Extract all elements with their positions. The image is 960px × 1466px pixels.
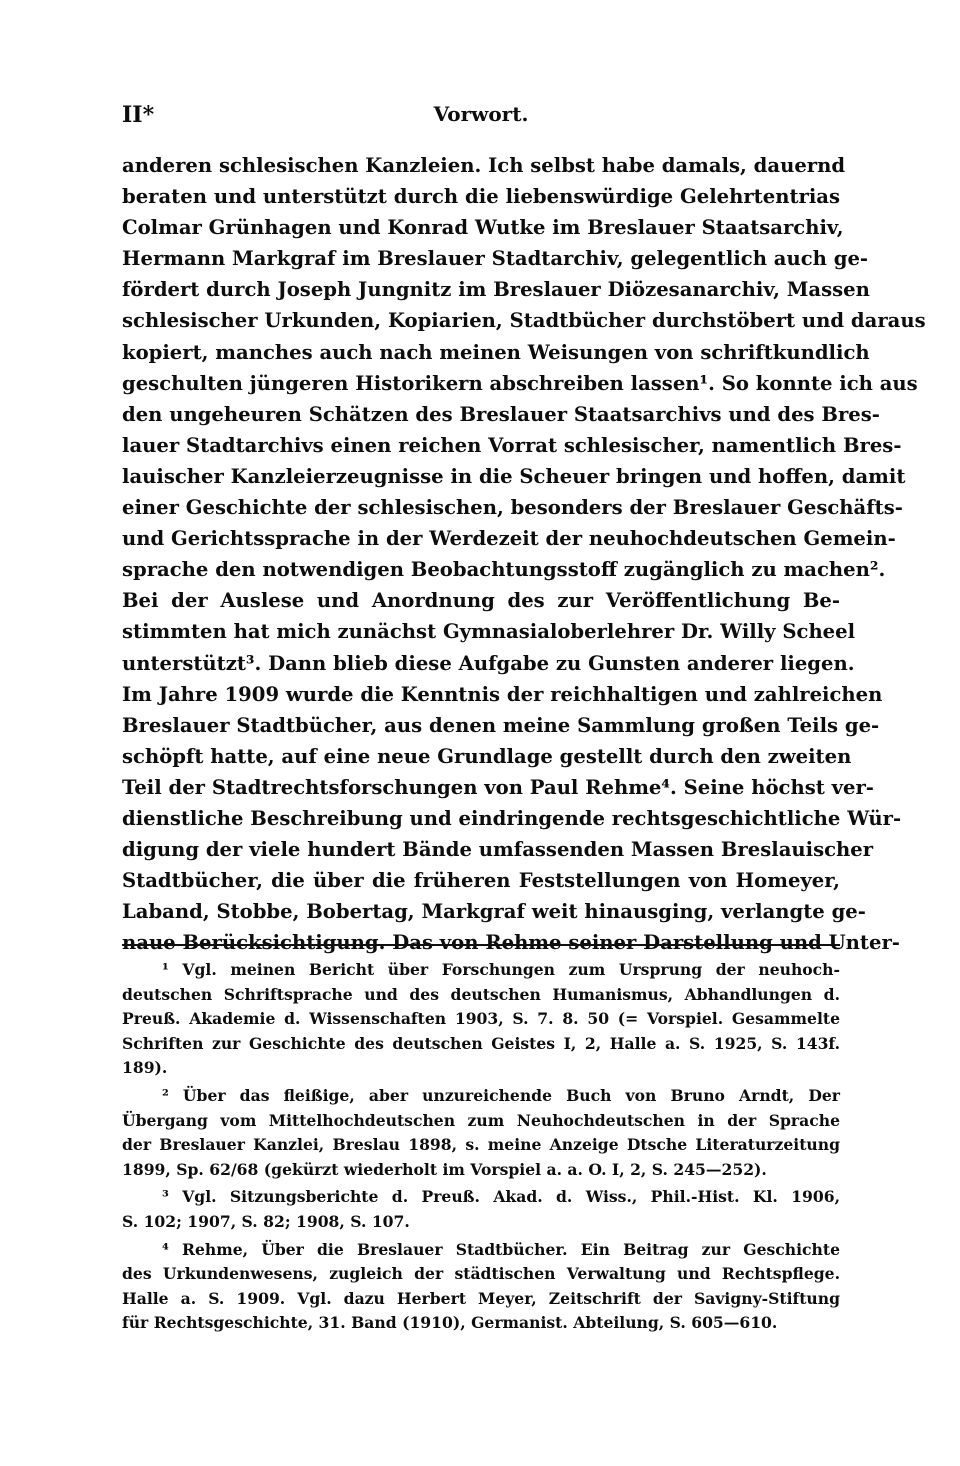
text-line: Colmar Grünhagen und Konrad Wutke im Breslauer Staatsarchiv, xyxy=(122,216,844,240)
text-line: kopiert, manches auch nach meinen Weisungen von schriftkundlich xyxy=(122,340,870,364)
text-line: geschulten jüngeren Historikern abschreiben lassen¹. So konnte ich aus xyxy=(122,371,918,395)
text-line: Stadtbücher, die über die früheren Feststellungen von Homeyer, xyxy=(122,869,840,893)
footnote-line: ³ Vgl. Sitzungsberichte d. Preuß. Akad. d. Wiss., Phil.-Hist. Kl. 1906, xyxy=(162,1187,840,1207)
text-line: lauischer Kanzleierzeugnisse in die Scheuer bringen und hoffen, damit xyxy=(122,464,906,488)
footnote-line: Schriften zur Geschichte des deutschen Geistes I, 2, Halle a. S. 1925, S. 143f. xyxy=(122,1033,840,1053)
footnote-line: Halle a. S. 1909. Vgl. dazu Herbert Meyer, Zeitschrift der Savigny-Stiftung xyxy=(122,1288,840,1308)
footnote-line: für Rechtsgeschichte, 31. Band (1910), Germanist. Abteilung, S. 605—610. xyxy=(122,1313,778,1333)
text-line: schlesischer Urkunden, Kopiarien, Stadtbücher durchstöbert und daraus xyxy=(122,309,926,333)
text-line: beraten und unterstützt durch die liebenswürdige Gelehrtentrias xyxy=(122,185,840,209)
footnote-line: Übergang vom Mittelhochdeutschen zum Neuhochdeutschen in der Sprache xyxy=(122,1110,840,1130)
text-line: Laband, Stobbe, Bobertag, Markgraf weit hinausging, verlangte ge- xyxy=(122,900,866,924)
footnote xyxy=(122,1185,840,1234)
text-line: Teil der Stadtrechtsforschungen von Paul Rehme⁴. Seine höchst ver- xyxy=(122,775,874,799)
footnote-line: des Urkundenwesens, zugleich der städtischen Verwaltung und Rechtspflege. xyxy=(122,1264,840,1284)
footnote xyxy=(122,958,840,1081)
text-line: digung der viele hundert Bände umfassenden Massen Breslauischer xyxy=(122,838,874,862)
footnotes xyxy=(122,958,840,1339)
footnote xyxy=(122,1238,840,1336)
text-line: Breslauer Stadtbücher, aus denen meine Sammlung großen Teils ge- xyxy=(122,713,880,737)
page-header xyxy=(122,102,840,132)
text-line: Im Jahre 1909 wurde die Kenntnis der reichhaltigen und zahlreichen xyxy=(122,682,883,706)
footnote-line: 1899, Sp. 62/68 (gekürzt wiederholt im Vorspiel a. a. O. I, 2, S. 245—252). xyxy=(122,1159,767,1179)
footnote-line: deutschen Schriftsprache und des deutschen Humanismus, Abhandlungen d. xyxy=(122,984,840,1004)
footnote-line: der Breslauer Kanzlei, Breslau 1898, s. meine Anzeige Dtsche Literaturzeitung xyxy=(122,1135,840,1155)
footnote-line: Preuß. Akademie d. Wissenschaften 1903, S. 7. 8. 50 (= Vorspiel. Gesammelte xyxy=(122,1009,840,1029)
text-line: Bei der Auslese und Anordnung des zur Veröffentlichung Be- xyxy=(122,589,840,613)
text-line: unterstützt³. Dann blieb diese Aufgabe zu Gunsten anderer liegen. xyxy=(122,651,855,675)
footnote-gap xyxy=(122,1336,840,1339)
footnote-line: ¹ Vgl. meinen Bericht über Forschungen zum Ursprung der neuhoch- xyxy=(162,960,840,979)
text-line: und Gerichtssprache in der Werdezeit der neuhochdeutschen Gemein- xyxy=(122,527,896,551)
footnote-line: 189). xyxy=(122,1058,168,1078)
footnote-divider xyxy=(122,944,840,946)
page-number: II* xyxy=(122,102,155,128)
text-line: naue Berücksichtigung. Das von Rehme seiner Darstellung und Unter- xyxy=(122,931,900,955)
running-title: Vorwort. xyxy=(433,102,529,126)
text-line: stimmten hat mich zunächst Gymnasialoberlehrer Dr. Willy Scheel xyxy=(122,620,856,644)
text-line: fördert durch Joseph Jungnitz im Breslauer Diözesanarchiv, Massen xyxy=(122,278,870,302)
text-line: den ungeheuren Schätzen des Breslauer Staatsarchivs und des Bres- xyxy=(122,402,880,426)
text-line: lauer Stadtarchivs einen reichen Vorrat schlesischer, namentlich Bres- xyxy=(122,433,902,457)
text-line: schöpft hatte, auf eine neue Grundlage gestellt durch den zweiten xyxy=(122,744,852,768)
footnote-line: S. 102; 1907, S. 82; 1908, S. 107. xyxy=(122,1211,410,1231)
body-text xyxy=(122,150,926,958)
text-line: Hermann Markgraf im Breslauer Stadtarchiv, gelegentlich auch ge- xyxy=(122,247,869,271)
footnote-line: ⁴ Rehme, Über die Breslauer Stadtbücher. Ein Beitrag zur Geschichte xyxy=(162,1239,840,1259)
text-line: einer Geschichte der schlesischen, besonders der Breslauer Geschäfts- xyxy=(122,496,903,520)
footnote-line: ² Über das fleißige, aber unzureichende Buch von Bruno Arndt, Der xyxy=(162,1085,840,1105)
text-line: sprache den notwendigen Beobachtungsstoff zugänglich zu machen². xyxy=(122,558,886,582)
footnote xyxy=(122,1084,840,1182)
text-line: dienstliche Beschreibung und eindringende rechtsgeschichtliche Wür- xyxy=(122,806,902,830)
text-line: anderen schlesischen Kanzleien. Ich selbst habe damals, dauernd xyxy=(122,154,846,177)
